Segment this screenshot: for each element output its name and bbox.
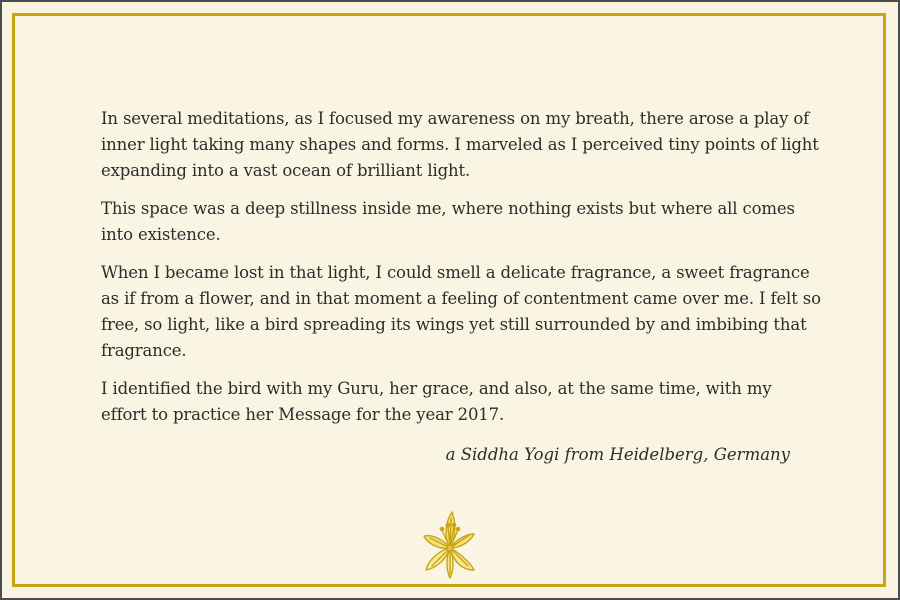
- paragraph-2: This space was a deep stillness inside me, where nothing exists but where all comes into existence.: [101, 199, 795, 244]
- attribution: a Siddha Yogi from Heidelberg, Germany: [445, 445, 790, 464]
- paragraph-1: In several meditations, as I focused my awareness on my breath, there arose a play of inner light taking many shapes and forms. I marveled as I perceived tiny points of light expanding into a vast ocean of brilliant light.: [101, 109, 819, 180]
- paragraph-3: When I became lost in that light, I could smell a delicate fragrance, a sweet fragrance as if from a flower, and in that moment a feeling of contentment came over me. I felt so free, so light, like a bird spreading its wings yet still surrounded by and imbibing that fragrance.: [101, 263, 821, 360]
- paragraph-4: I identified the bird with my Guru, her grace, and also, at the same time, with my effort to practice her Message for the year 2017.: [101, 379, 772, 424]
- testimonial-text: [101, 106, 821, 468]
- lily-flower-icon: [418, 508, 482, 582]
